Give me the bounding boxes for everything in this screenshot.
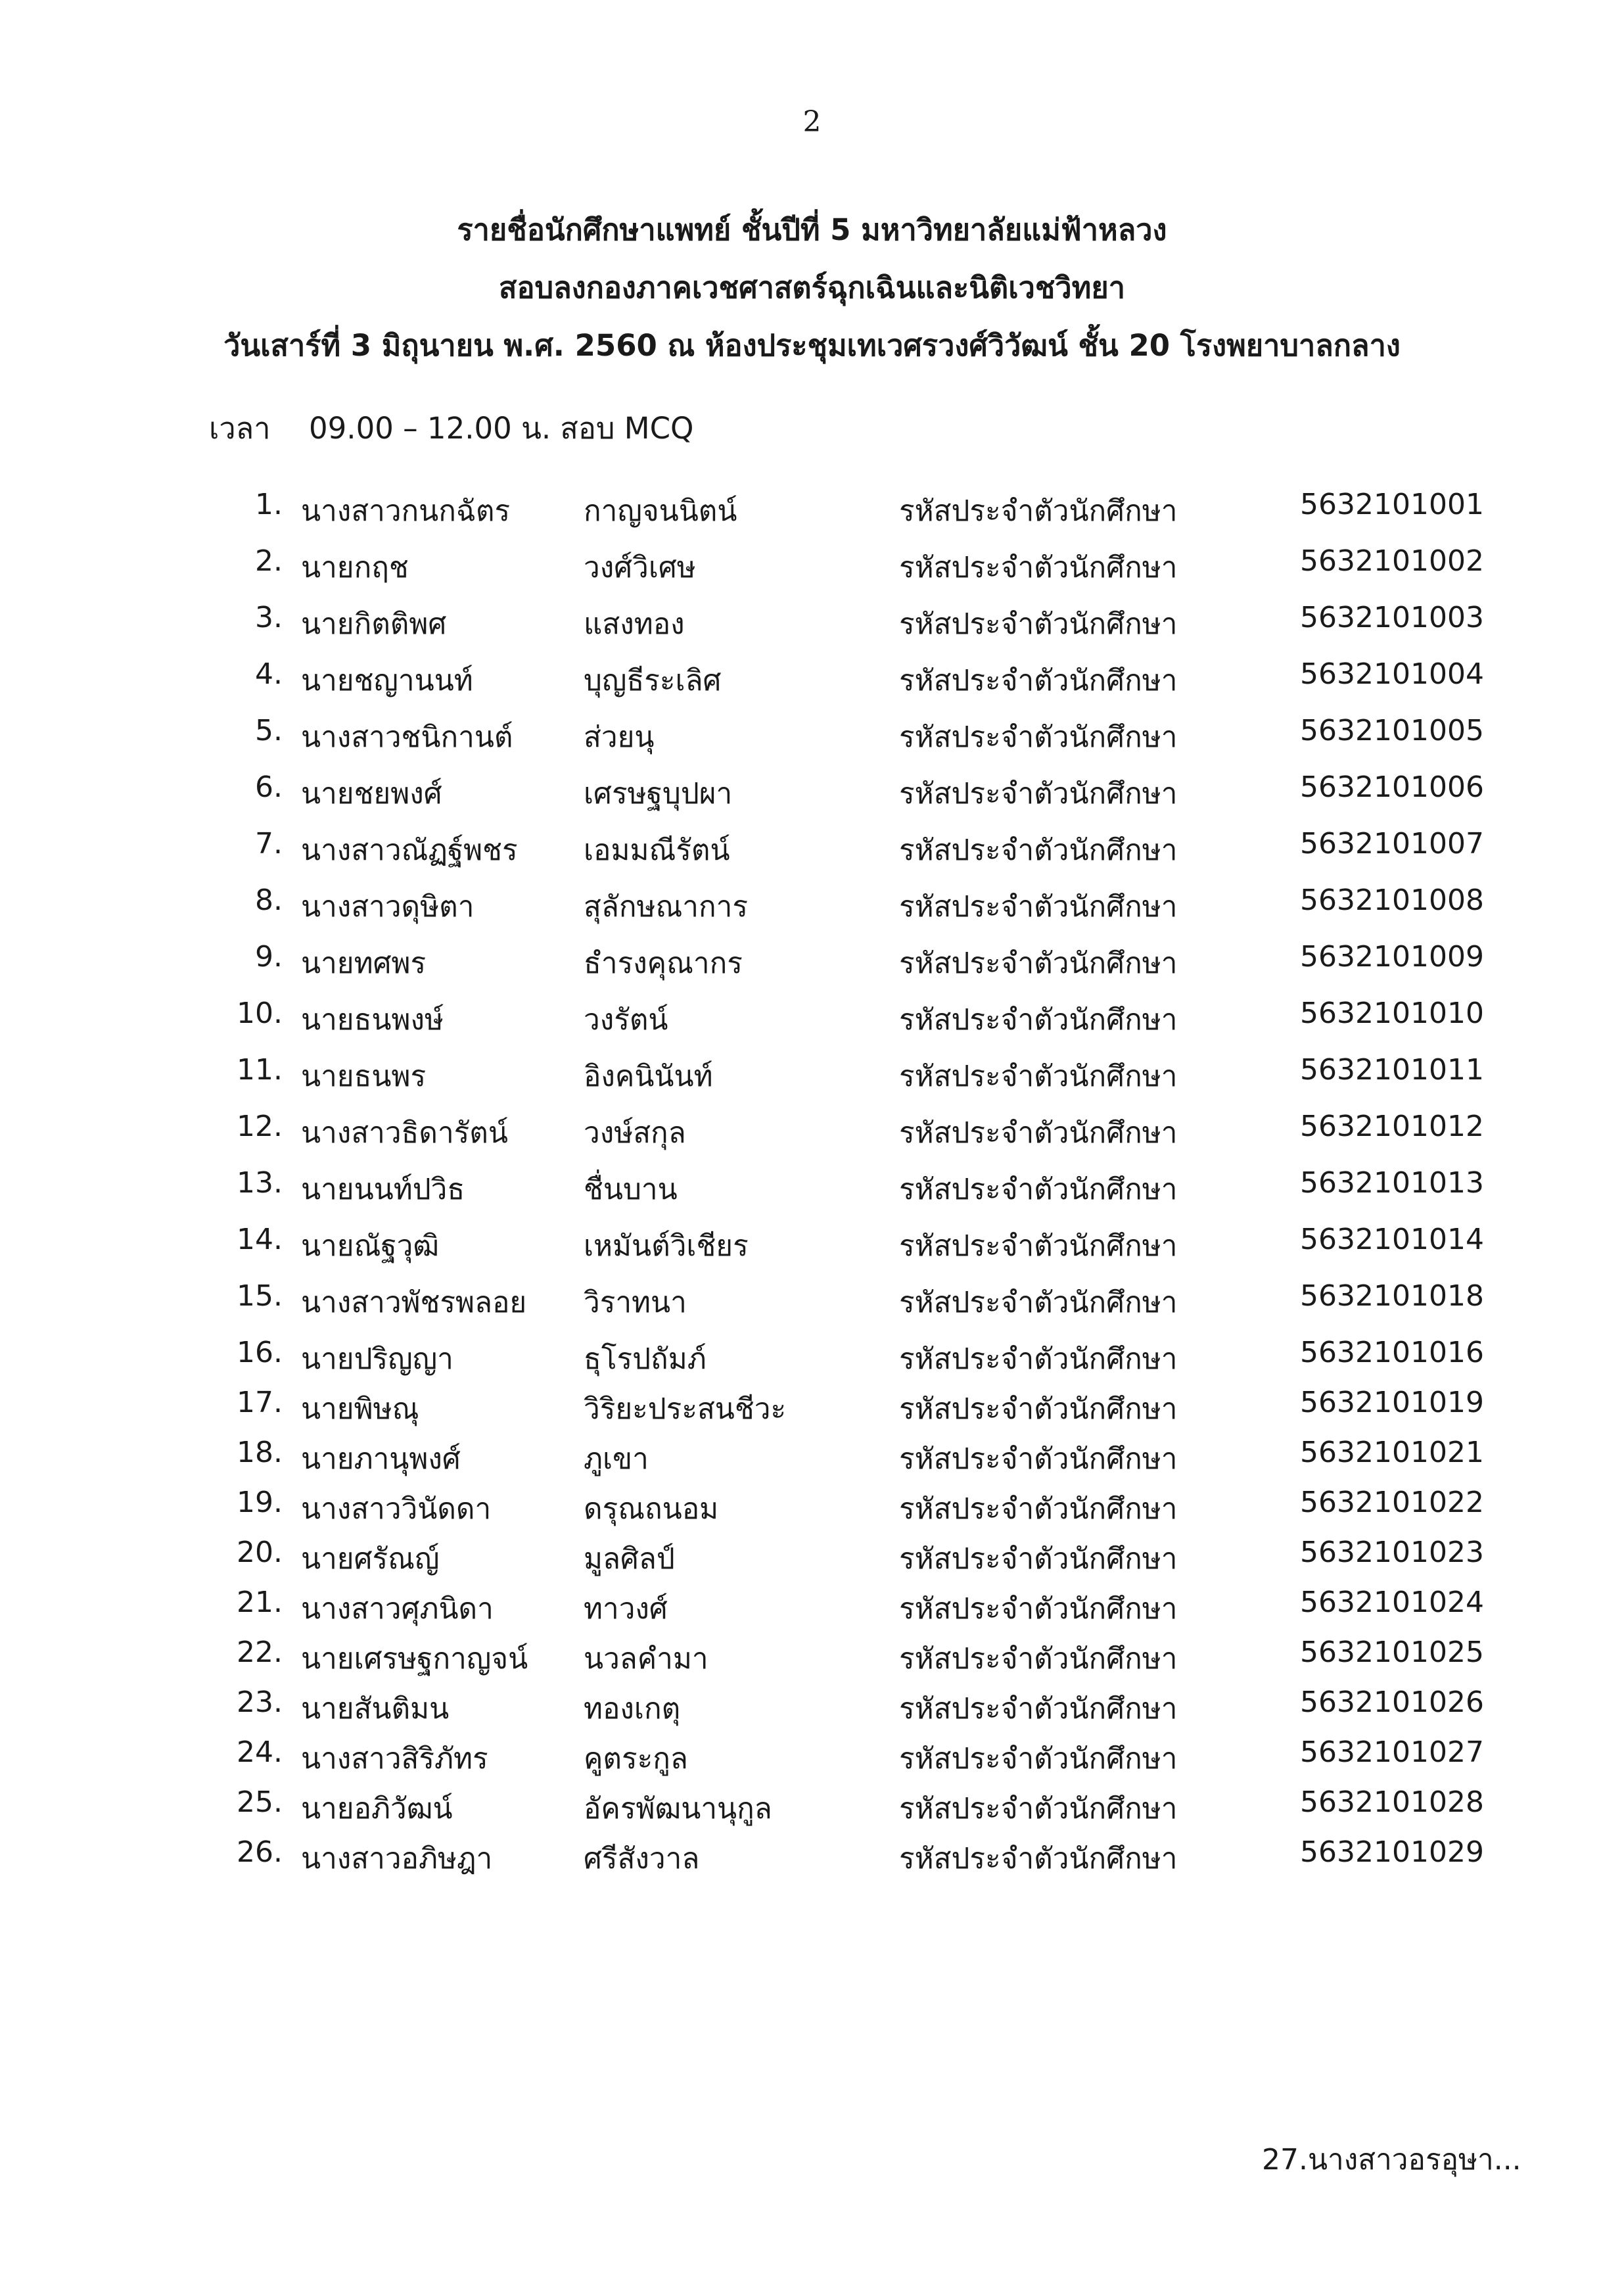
student-id: 5632101013 — [1300, 1166, 1484, 1200]
student-id: 5632101029 — [1300, 1835, 1484, 1869]
student-name: นายชญานนท์ — [301, 664, 473, 697]
student-id-label: รหัสประจำตัวนักศึกษา — [899, 1286, 1178, 1319]
exam-time-row — [209, 404, 693, 452]
student-name: นายกิตติพศ — [301, 607, 447, 641]
student-surname: ชื่นบาน — [584, 1173, 678, 1206]
student-number: 13. — [237, 1166, 283, 1200]
student-id: 5632101022 — [1300, 1486, 1484, 1519]
student-id-label: รหัสประจำตัวนักศึกษา — [899, 1492, 1178, 1526]
student-name: นางสาวกนกฉัตร — [301, 494, 511, 528]
student-row — [0, 1629, 1624, 1679]
student-surname: เศรษฐบุปผา — [584, 777, 733, 811]
student-number: 11. — [237, 1053, 283, 1087]
student-id: 5632101001 — [1300, 488, 1484, 521]
student-number: 5. — [255, 714, 283, 747]
student-id-label: รหัสประจำตัวนักศึกษา — [899, 890, 1178, 924]
student-id: 5632101019 — [1300, 1386, 1484, 1419]
student-number: 1. — [255, 488, 283, 521]
student-number: 20. — [237, 1536, 283, 1569]
student-id: 5632101018 — [1300, 1279, 1484, 1313]
student-surname: ศรีสังวาล — [584, 1842, 700, 1875]
student-id-label: รหัสประจำตัวนักศึกษา — [899, 947, 1178, 980]
student-name: นายธนพงษ์ — [301, 1003, 444, 1037]
student-row — [0, 1429, 1624, 1479]
student-id-label: รหัสประจำตัวนักศึกษา — [899, 1229, 1178, 1263]
student-name: นายชยพงศ์ — [301, 777, 442, 811]
student-surname: วงษ์สกุล — [584, 1116, 686, 1150]
student-name: นายธนพร — [301, 1060, 427, 1093]
heading-line-1: รายชื่อนักศึกษาแพทย์ ชั้นปีที่ 5 มหาวิทยาลัยแม่ฟ้าหลวง — [457, 212, 1167, 247]
student-id-label: รหัสประจำตัวนักศึกษา — [899, 1842, 1178, 1875]
student-id: 5632101024 — [1300, 1586, 1484, 1619]
student-id-label: รหัสประจำตัวนักศึกษา — [899, 664, 1178, 697]
student-number: 15. — [237, 1279, 283, 1313]
student-name: นายเศรษฐกาญจน์ — [301, 1642, 528, 1676]
student-id-label: รหัสประจำตัวนักศึกษา — [899, 1173, 1178, 1206]
student-id-label: รหัสประจำตัวนักศึกษา — [899, 720, 1178, 754]
student-surname: อิงคนินันท์ — [584, 1060, 713, 1093]
student-surname: ธุโรปถัมภ์ — [584, 1342, 707, 1376]
student-surname: เหมันต์วิเชียร — [584, 1229, 749, 1263]
student-row — [0, 820, 1624, 877]
student-surname: ส่วยนุ — [584, 720, 655, 754]
student-row — [0, 990, 1624, 1047]
student-id: 5632101007 — [1300, 827, 1484, 861]
student-row — [0, 707, 1624, 764]
time-value: 09.00 – 12.00 น. สอบ MCQ — [309, 411, 694, 446]
student-row — [0, 651, 1624, 707]
student-id: 5632101023 — [1300, 1536, 1484, 1569]
student-id-label: รหัสประจำตัวนักศึกษา — [899, 1116, 1178, 1150]
student-number: 7. — [255, 827, 283, 861]
student-id: 5632101014 — [1300, 1223, 1484, 1256]
student-row — [0, 1160, 1624, 1216]
student-name: นางสาวณัฏฐ์พชร — [301, 834, 518, 867]
student-id: 5632101011 — [1300, 1053, 1484, 1087]
student-number: 10. — [237, 997, 283, 1030]
student-row — [0, 877, 1624, 933]
student-number: 6. — [255, 770, 283, 804]
student-row — [0, 1273, 1624, 1329]
student-name: นายสันติมน — [301, 1692, 450, 1726]
student-id-label: รหัสประจำตัวนักศึกษา — [899, 1060, 1178, 1093]
student-id: 5632101028 — [1300, 1785, 1484, 1819]
student-row — [0, 1103, 1624, 1160]
student-row — [0, 538, 1624, 594]
student-id: 5632101006 — [1300, 770, 1484, 804]
student-id: 5632101004 — [1300, 657, 1484, 691]
student-surname: มูลศิลป์ — [584, 1542, 675, 1576]
student-row — [0, 1679, 1624, 1729]
student-row — [0, 1379, 1624, 1429]
student-name: นายภานุพงศ์ — [301, 1442, 461, 1476]
student-id: 5632101021 — [1300, 1436, 1484, 1469]
document-heading — [0, 201, 1624, 375]
student-number: 16. — [237, 1336, 283, 1369]
continuation-note: 27.นางสาวอรอุษา... — [1262, 2143, 1521, 2177]
student-surname: คูตระกูล — [584, 1742, 688, 1776]
student-id: 5632101012 — [1300, 1110, 1484, 1143]
student-surname: เอมมณีรัตน์ — [584, 834, 730, 867]
student-surname: วงรัตน์ — [584, 1003, 668, 1037]
student-number: 26. — [237, 1835, 283, 1869]
student-row — [0, 764, 1624, 820]
student-number: 3. — [255, 601, 283, 634]
student-id: 5632101027 — [1300, 1735, 1484, 1769]
student-name: นายศรัณญ์ — [301, 1542, 440, 1576]
student-id-label: รหัสประจำตัวนักศึกษา — [899, 1392, 1178, 1426]
heading-line-2: สอบลงกองภาคเวชศาสตร์ฉุกเฉินและนิติเวชวิทยา — [499, 270, 1125, 305]
student-number: 8. — [255, 884, 283, 917]
student-id: 5632101010 — [1300, 997, 1484, 1030]
student-surname: แสงทอง — [584, 607, 685, 641]
student-id-label: รหัสประจำตัวนักศึกษา — [899, 494, 1178, 528]
student-surname: ทาวงศ์ — [584, 1592, 668, 1626]
student-surname: วิราทนา — [584, 1286, 687, 1319]
student-name: นายปริญญา — [301, 1342, 453, 1376]
student-name: นายอภิวัฒน์ — [301, 1792, 453, 1826]
student-surname: บุญธีระเลิศ — [584, 664, 722, 697]
student-id-label: รหัสประจำตัวนักศึกษา — [899, 551, 1178, 584]
student-row — [0, 1729, 1624, 1779]
student-number: 12. — [237, 1110, 283, 1143]
student-row — [0, 1216, 1624, 1273]
student-id-label: รหัสประจำตัวนักศึกษา — [899, 777, 1178, 811]
student-row — [0, 594, 1624, 651]
student-id-label: รหัสประจำตัวนักศึกษา — [899, 1542, 1178, 1576]
student-id-label: รหัสประจำตัวนักศึกษา — [899, 1003, 1178, 1037]
student-number: 24. — [237, 1735, 283, 1769]
student-row — [0, 933, 1624, 990]
student-name: นายนนท์ปวิธ — [301, 1173, 465, 1206]
student-id: 5632101025 — [1300, 1636, 1484, 1669]
student-surname: ทองเกตุ — [584, 1692, 681, 1726]
student-surname: ภูเขา — [584, 1442, 649, 1476]
student-number: 18. — [237, 1436, 283, 1469]
student-name: นางสาวพัชรพลอย — [301, 1286, 527, 1319]
student-number: 23. — [237, 1686, 283, 1719]
student-number: 21. — [237, 1586, 283, 1619]
student-row — [0, 1579, 1624, 1629]
student-number: 19. — [237, 1486, 283, 1519]
student-surname: กาญจนนิตน์ — [584, 494, 737, 528]
student-name: นางสาววินัดดา — [301, 1492, 492, 1526]
student-number: 14. — [237, 1223, 283, 1256]
student-number: 4. — [255, 657, 283, 691]
student-row — [0, 1779, 1624, 1829]
student-number: 25. — [237, 1785, 283, 1819]
student-row — [0, 1829, 1624, 1879]
student-surname: ธำรงคุณากร — [584, 947, 743, 980]
student-name: นายกฤช — [301, 551, 409, 584]
student-surname: ดรุณถนอม — [584, 1492, 719, 1526]
student-id: 5632101016 — [1300, 1336, 1484, 1369]
student-name: นายทศพร — [301, 947, 427, 980]
student-id: 5632101026 — [1300, 1686, 1484, 1719]
student-id-label: รหัสประจำตัวนักศึกษา — [899, 607, 1178, 641]
student-number: 22. — [237, 1636, 283, 1669]
student-id: 5632101003 — [1300, 601, 1484, 634]
student-id-label: รหัสประจำตัวนักศึกษา — [899, 1342, 1178, 1376]
student-row — [0, 1529, 1624, 1579]
student-id-label: รหัสประจำตัวนักศึกษา — [899, 1742, 1178, 1776]
student-row — [0, 1329, 1624, 1379]
page-number: 2 — [802, 105, 822, 139]
student-number: 17. — [237, 1386, 283, 1419]
student-id-label: รหัสประจำตัวนักศึกษา — [899, 1592, 1178, 1626]
student-surname: อัครพัฒนานุกูล — [584, 1792, 772, 1826]
student-id-label: รหัสประจำตัวนักศึกษา — [899, 1642, 1178, 1676]
student-name: นางสาวสิริภัทร — [301, 1742, 488, 1776]
student-id-label: รหัสประจำตัวนักศึกษา — [899, 1692, 1178, 1726]
time-label: เวลา — [209, 411, 271, 446]
student-name: นางสาวดุษิตา — [301, 890, 475, 924]
student-name: นางสาวชนิกานต์ — [301, 720, 513, 754]
student-id: 5632101008 — [1300, 884, 1484, 917]
student-number: 9. — [255, 940, 283, 974]
heading-line-3: วันเสาร์ที่ 3 มิถุนายน พ.ศ. 2560 ณ ห้องประชุมเทเวศรวงศ์วิวัฒน์ ชั้น 20 โรงพยาบาลกลาง — [223, 328, 1401, 363]
student-id: 5632101005 — [1300, 714, 1484, 747]
student-surname: นวลคำมา — [584, 1642, 708, 1676]
student-surname: สุลักษณาการ — [584, 890, 748, 924]
student-surname: วิริยะประสนชีวะ — [584, 1392, 787, 1426]
student-id: 5632101002 — [1300, 544, 1484, 578]
student-surname: วงศ์วิเศษ — [584, 551, 696, 584]
student-row — [0, 1479, 1624, 1529]
student-list — [0, 481, 1624, 1879]
student-number: 2. — [255, 544, 283, 578]
student-name: นางสาวศุภนิดา — [301, 1592, 494, 1626]
student-id-label: รหัสประจำตัวนักศึกษา — [899, 834, 1178, 867]
student-id: 5632101009 — [1300, 940, 1484, 974]
student-name: นายณัฐวุฒิ — [301, 1229, 440, 1263]
student-name: นายพิษณุ — [301, 1392, 419, 1426]
student-name: นางสาวอภิษฎา — [301, 1842, 493, 1875]
student-id-label: รหัสประจำตัวนักศึกษา — [899, 1792, 1178, 1826]
student-row — [0, 1047, 1624, 1103]
student-name: นางสาวธิดารัตน์ — [301, 1116, 508, 1150]
student-row — [0, 481, 1624, 538]
student-id-label: รหัสประจำตัวนักศึกษา — [899, 1442, 1178, 1476]
